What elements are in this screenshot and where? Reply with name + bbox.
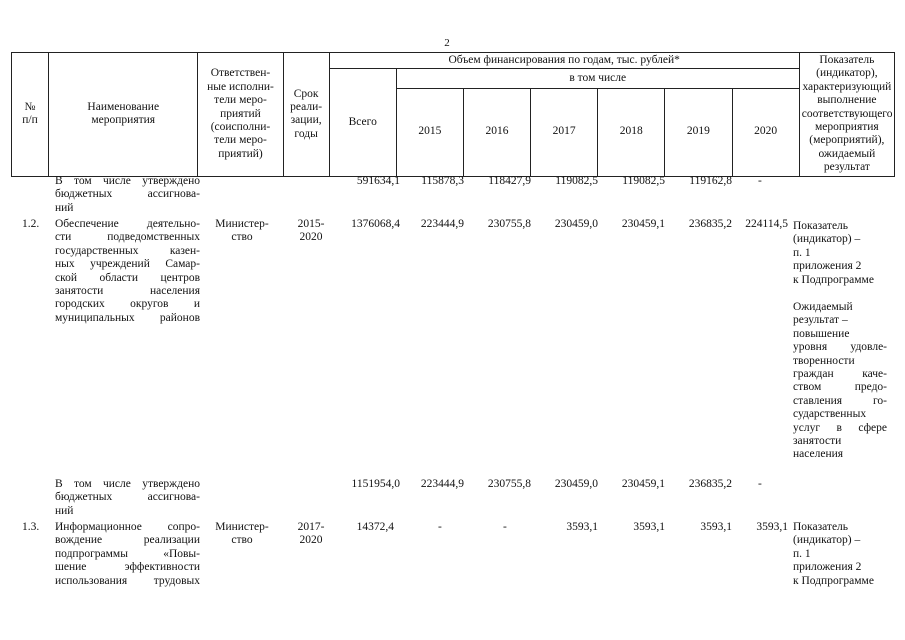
header-funding: Объем финансирования по годам, тыс. рублей* [329, 53, 799, 69]
page-number: 2 [444, 37, 450, 49]
row-year-value: 230459,1 [621, 478, 665, 490]
row-year-value: 236835,2 [688, 478, 732, 490]
row-responsible: Министер- ство [215, 218, 269, 244]
row-year-value: 3593,1 [633, 521, 665, 533]
row-year-value: 3593,1 [756, 521, 788, 533]
row-year-value: - [758, 478, 762, 490]
row-indicator: Показатель (индикатор) – п. 1 приложения 2 к Подпрограмме [793, 220, 874, 286]
row-year-value: 119082,5 [622, 175, 665, 187]
row-year-value: 223444,9 [420, 218, 464, 230]
header-including: в том числе [396, 69, 799, 88]
row-year-value: 115878,3 [421, 175, 464, 187]
row-number: 1.2. [22, 218, 40, 230]
row-name: Информационное сопро- вождение реализации подпрограммы «Повы- шение эффективности использования трудовых [55, 521, 200, 587]
row-total: 591634,1 [356, 175, 400, 187]
header-year: 2016 [463, 88, 530, 176]
row-expected-result: Ожидаемый результат – повышение уровня удовле- творенности граждан каче- ством предо- ставления го- сударственных услуг в сфере занятости населения [793, 301, 887, 461]
row-year-value: 118427,9 [488, 175, 531, 187]
row-year-value: 230459,0 [554, 218, 598, 230]
header-year: 2017 [531, 88, 598, 176]
row-year-value: 230459,1 [621, 218, 665, 230]
row-total: 1151954,0 [351, 478, 400, 490]
header-total: Всего [329, 69, 396, 176]
table-header [11, 52, 895, 177]
row-number: 1.3. [22, 521, 40, 533]
row-year-value: 224114,5 [745, 218, 788, 230]
header-indicator: Показатель (индикатор), характеризующий выполнение соответствующего мероприятия (мероприятий), ожидаемый результат [799, 53, 894, 177]
header-year: 2019 [665, 88, 732, 176]
header-year: 2020 [732, 88, 799, 176]
row-year-value: 3593,1 [700, 521, 732, 533]
row-year-value: 119162,8 [689, 175, 732, 187]
row-term: 2015- 2020 [297, 218, 325, 244]
header-num: № п/п [12, 53, 49, 177]
row-name: В том числе утверждено бюджетных ассигнова- ний [55, 175, 200, 214]
row-responsible: Министер- ство [215, 521, 269, 547]
row-year-value: - [503, 521, 507, 533]
row-year-value: - [758, 175, 762, 187]
row-year-value: 230755,8 [487, 218, 531, 230]
row-total: 14372,4 [356, 521, 394, 533]
row-total: 1376068,4 [351, 218, 400, 230]
header-name: Наименование мероприятия [49, 53, 198, 177]
row-year-value: 119082,5 [555, 175, 598, 187]
row-year-value: - [438, 521, 442, 533]
row-name: Обеспечение деятельно- сти подведомственных государственных казен- ных учреждений Самар- ской области центров занятости населения городских округов и муниципальных районов [55, 218, 200, 324]
row-name: В том числе утверждено бюджетных ассигнова- ний [55, 478, 200, 517]
header-year: 2018 [598, 88, 665, 176]
header-responsible: Ответствен- ные исполни- тели меро- приятий (соисполни- тели меро- приятий) [198, 53, 283, 177]
row-year-value: 230459,0 [554, 478, 598, 490]
header-year: 2015 [396, 88, 463, 176]
row-year-value: 223444,9 [420, 478, 464, 490]
header-term: Срок реали- зации, годы [283, 53, 329, 177]
row-term: 2017- 2020 [297, 521, 325, 547]
row-year-value: 230755,8 [487, 478, 531, 490]
row-year-value: 236835,2 [688, 218, 732, 230]
row-year-value: 3593,1 [566, 521, 598, 533]
row-indicator: Показатель (индикатор) – п. 1 приложения 2 к Подпрограмме [793, 521, 874, 587]
